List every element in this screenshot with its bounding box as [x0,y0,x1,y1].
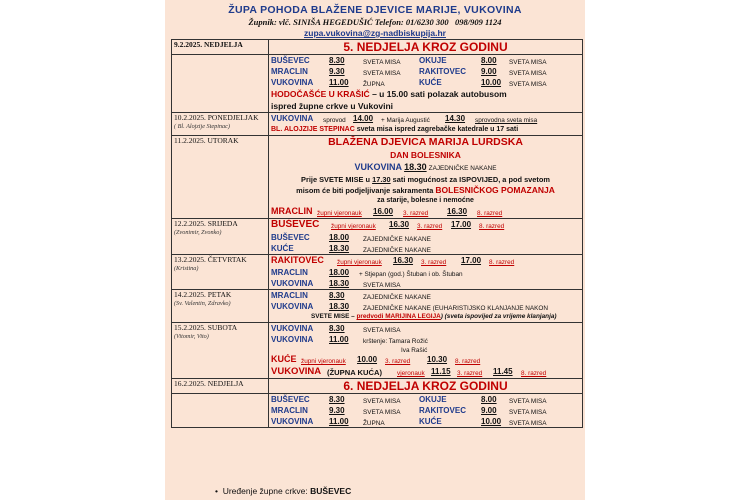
content-cell: BLAŽENA DJEVICA MARIJA LURDSKA DAN BOLESNIKA VUKOVINA 18.30 ZAJEDNIČKE NAKANE Prije SVETE MISE u 17.30 sati mogućnost za ISPOVIJED, a pod svetom misom će biti podjeljivanje sakramenta BOLESNIČKOG POMAZANJA za starije, bolesne i nemoćne MRACLIN župni vjeronauk 16.00 3. razred 16.30 8. razred [269,136,583,219]
mass-row: MRACLIN 9.30 SVETA MISA RAKITOVEC 9.00 SVETA MISA [271,406,547,416]
schedule-table [171,39,583,428]
day-row-sunday-2 [172,379,583,394]
date-cell: 16.2.2025. NEDJELJA [172,379,269,394]
content-cell [269,40,583,55]
content-cell [269,379,583,394]
mass-row: VUKOVINA 11.00 ŽUPNA KUĆE 10.00 SVETA MISA [271,78,547,88]
pilgrimage-note: HODOČAŠĆE U KRAŠIĆ – u 15.00 sati polazak autobusom ispred župne crkve u Vukovini [271,89,507,111]
mass-row: BUŠEVEC 8.30 SVETA MISA OKUJE 8.00 SVETA MISA [271,395,547,405]
content-cell [269,55,583,113]
content-cell: VUKOVINA 8.30 SVETA MISA VUKOVINA 11.00 krštenje: Tamara Rožić Iva Rašić KUĆE župni vjeronauk 10.00 3. razred 10.30 8. razred VUKOVINA (ŽUPNA KUĆA) vjeronauk 11.15 3. razred 11.45 8. razred [269,323,583,379]
date-cell: 10.2.2025. PONEDJELJAK ( Bl. Alojzije Stepinac) [172,113,269,136]
phone-label: Telefon: [374,17,404,27]
content-cell [269,394,583,428]
phone-1: 01/6230 300 [405,17,449,27]
date-cell: 14.2.2025. PETAK (Sv. Valentin, Zdravko) [172,290,269,323]
date-cell [172,40,269,55]
date-cell: 11.2.2025. UTORAK [172,136,269,219]
day-row-sunday-2-masses [172,394,583,428]
pastor-line [165,17,585,27]
content-cell: BUŠEVEC župni vjeronauk 16.30 3. razred 17.00 8. razred BUŠEVEC 18.00 ZAJEDNIČKE NAKANE KUĆE 18.30 ZAJEDNIČKE NAKANE [269,219,583,255]
content-cell: MRACLIN 8.30 ZAJEDNIČKE NAKANE VUKOVINA 18.30 ZAJEDNIČKE NAKANE (EUHARISTIJSKO KLANJANJE NAKON SVETE MISE – predvodi MARIJINA LEGIJA) (sveta ispovijed za vrijeme klanjanja) [269,290,583,323]
date-cell: 12.2.2025. SRIJEDA (Zvonimir, Zvonko) [172,219,269,255]
day-row-sunday-1 [172,40,583,55]
sunday-title: 6. NEDJELJA KROZ GODINU [343,379,508,393]
day-row-thursday [172,255,583,290]
bullet-note: • Uređenje župne crkve: BUŠEVEC [215,486,352,496]
content-cell: VUKOVINA sprovod 14.00 + Marija Augustić 14.30 sprovodna sveta misa BL. ALOJZIJE STEPINAC sveta misa ispred zagrebačke katedrale u 17 sati [269,113,583,136]
mass-row: VUKOVINA 11.00 ŽUPNA KUĆE 10.00 SVETA MISA [271,417,547,427]
day-row-wednesday [172,219,583,255]
day-row-tuesday [172,136,583,219]
content-cell: RAKITOVEC župni vjeronauk 16.30 3. razred 17.00 8. razred MRACLIN 18.00 + Stjepan (god.) Štuban i ob. Štuban VUKOVINA 18.30 SVETA MISA [269,255,583,290]
bulletin-page [165,0,585,500]
pastor-name: vlč. SINIŠA HEGEDUŠIĆ [278,17,373,27]
parish-title: ŽUPA POHODA BLAŽENE DJEVICE MARIJE, VUKOVINA [228,4,522,16]
pastor-label: Župnik: [248,17,277,27]
date-cell: 13.2.2025. ČETVRTAK (Kristina) [172,255,269,290]
date-cell: 15.2.2025. SUBOTA (Vitomir, Vito) [172,323,269,379]
mass-row: BUŠEVEC 8.30 SVETA MISA OKUJE 8.00 SVETA MISA [271,56,547,66]
mass-row: MRACLIN 9.30 SVETA MISA RAKITOVEC 9.00 SVETA MISA [271,67,547,77]
day-row-sunday-1-masses [172,55,583,113]
date-label: 9.2.2025. NEDJELJA [174,40,243,49]
day-row-monday [172,113,583,136]
sunday-title: 5. NEDJELJA KROZ GODINU [343,40,508,54]
day-row-saturday [172,323,583,379]
email-link[interactable]: zupa.vukovina@zg-nadbiskupija.hr [304,28,446,38]
day-row-friday [172,290,583,323]
phone-2: 098/909 1124 [455,17,502,27]
